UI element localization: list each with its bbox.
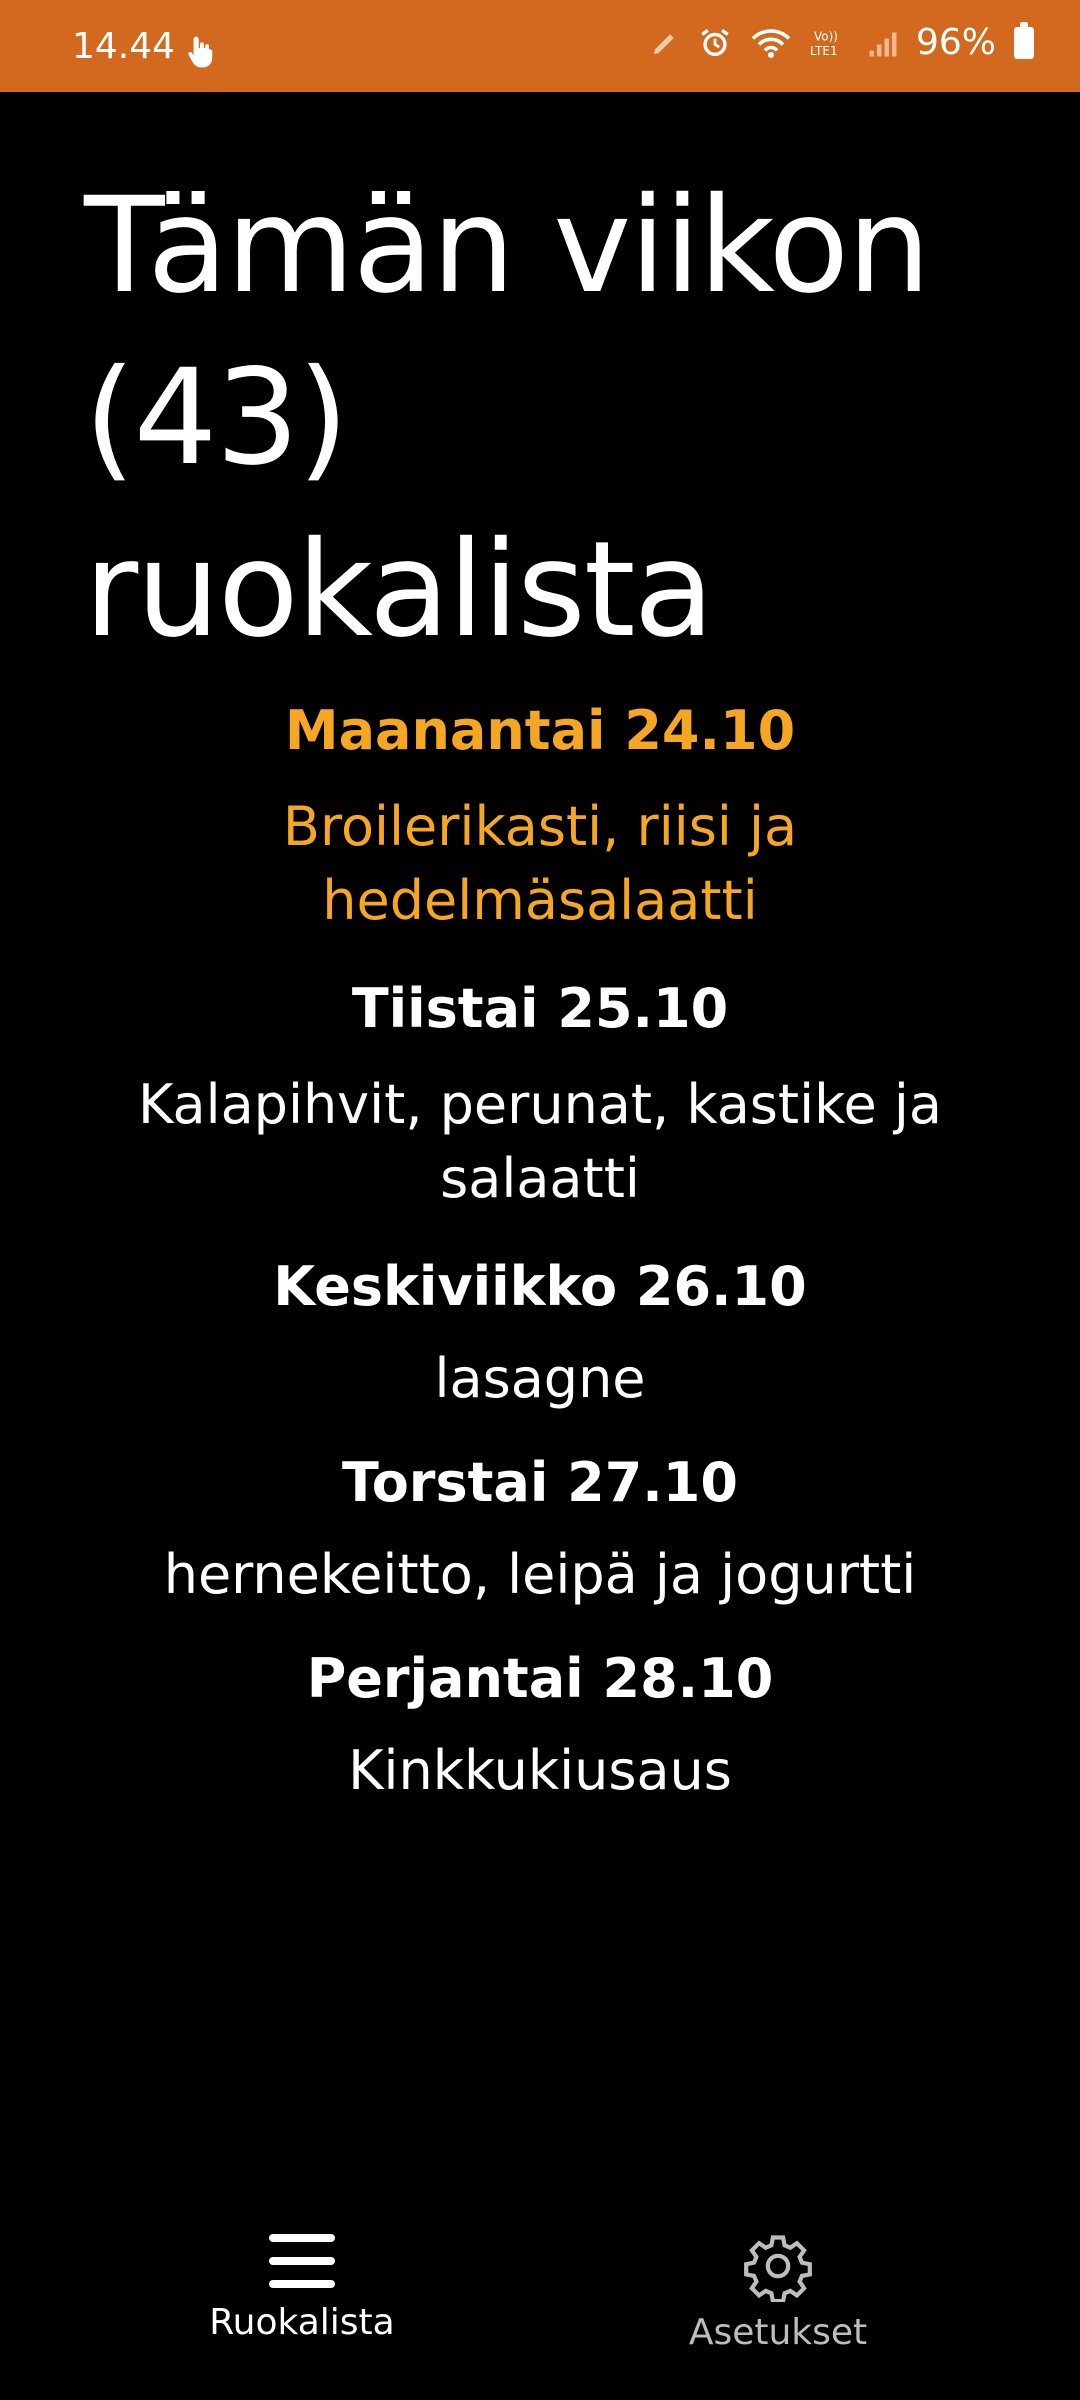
pencil-icon xyxy=(650,28,680,58)
nav-label: Ruokalista xyxy=(209,2302,395,2343)
status-time: 14.44 xyxy=(72,26,176,67)
nav-label: Asetukset xyxy=(688,2312,868,2353)
nav-item-ruokalista[interactable] xyxy=(142,2230,462,2343)
weekly-menu xyxy=(0,690,1080,1834)
battery-icon xyxy=(1014,27,1034,59)
dish: Kalapihvit, perunat, kastike ja salaatti xyxy=(138,1073,942,1210)
nav-item-asetukset[interactable] xyxy=(618,2230,938,2353)
status-icons xyxy=(650,22,1034,63)
signal-icon xyxy=(868,28,898,58)
battery-percentage: 96% xyxy=(915,22,996,63)
menu-icon xyxy=(267,2230,337,2292)
day-label: Torstai 27.10 xyxy=(342,1451,738,1514)
hand-touch-icon xyxy=(184,34,216,70)
bottom-navigation xyxy=(0,2230,1080,2400)
wifi-icon xyxy=(750,26,792,60)
svg-text:Vo)): Vo)) xyxy=(813,28,838,43)
svg-text:LTE1: LTE1 xyxy=(809,43,838,58)
alarm-icon xyxy=(698,26,732,60)
day-label: Perjantai 28.10 xyxy=(306,1647,774,1710)
gear-icon xyxy=(742,2230,814,2302)
day-label: Keskiviikko 26.10 xyxy=(273,1255,807,1318)
dish: Broilerikasti, riisi ja hedelmäsalaatti xyxy=(282,795,798,932)
volte-icon xyxy=(810,26,850,60)
dish: lasagne xyxy=(434,1347,646,1410)
dish: Kinkkukiusaus xyxy=(348,1739,732,1802)
day-label: Tiistai 25.10 xyxy=(351,977,729,1040)
status-bar xyxy=(0,0,1080,92)
dish: hernekeitto, leipä ja jogurtti xyxy=(163,1543,917,1606)
day-label: Maanantai 24.10 xyxy=(284,699,796,762)
page-title: Tämän viikon (43) ruokalista xyxy=(84,169,929,667)
